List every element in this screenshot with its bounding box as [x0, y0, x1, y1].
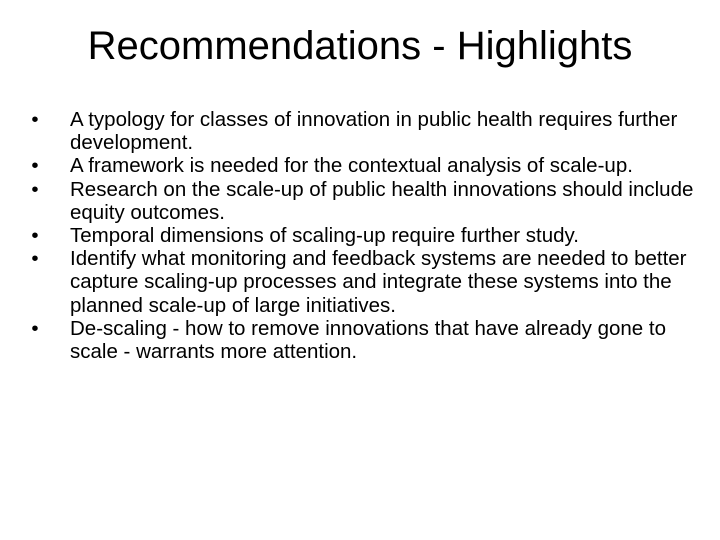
bullet-item — [31, 316, 700, 364]
bullet-icon: • — [31, 154, 39, 178]
bullet-icon: • — [31, 224, 39, 248]
bullet-text: Temporal dimensions of scaling-up require further study. — [70, 224, 579, 248]
bullet-item — [31, 224, 700, 248]
bullet-icon: • — [31, 247, 39, 271]
bullet-text: Identify what monitoring and feedback systems are needed to better capture scaling-up processes and integrate these systems into the planned scale-up of large initiatives. — [70, 247, 687, 317]
bullet-item — [31, 154, 700, 178]
bullet-list — [31, 108, 700, 364]
bullet-item — [31, 108, 700, 155]
bullet-text: Research on the scale-up of public health innovations should include equity outcomes. — [70, 177, 694, 224]
bullet-item — [31, 247, 700, 317]
slide-title: Recommendations - Highlights — [87, 24, 633, 68]
bullet-icon: • — [31, 108, 39, 131]
bullet-text: A typology for classes of innovation in public health requires further development. — [70, 108, 678, 155]
bullet-text: A framework is needed for the contextual analysis of scale-up. — [70, 154, 633, 178]
bullet-item — [31, 177, 700, 224]
bullet-icon: • — [31, 177, 39, 201]
bullet-icon: • — [31, 316, 39, 340]
bullet-text: De-scaling - how to remove innovations that have already gone to scale - warrants more attention. — [70, 316, 666, 364]
